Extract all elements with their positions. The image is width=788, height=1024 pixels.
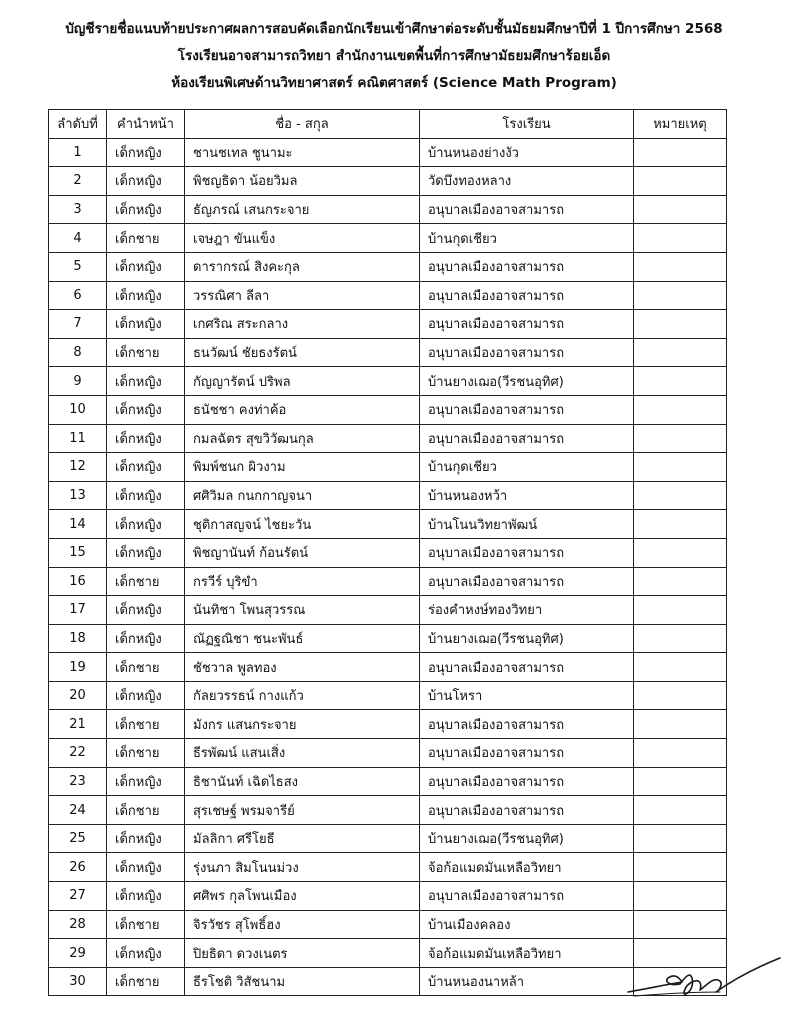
title-cell: เด็กชาย	[107, 967, 185, 996]
school-cell: อนุบาลเมืองอาจสามารถ	[420, 395, 634, 424]
note-cell	[634, 224, 727, 253]
title-cell: เด็กหญิง	[107, 395, 185, 424]
table-row	[49, 453, 727, 482]
school-cell: อนุบาลเมืองอาจสามารถ	[420, 653, 634, 682]
title-cell: เด็กหญิง	[107, 596, 185, 625]
student-name-cell: มัลลิกา ศรีโยธี	[185, 824, 420, 853]
title-cell: เด็กชาย	[107, 739, 185, 768]
note-cell	[634, 739, 727, 768]
school-cell: อนุบาลเมืองอาจสามารถ	[420, 882, 634, 911]
school-cell: บ้านกุดเชียว	[420, 224, 634, 253]
table-row	[49, 138, 727, 167]
note-cell	[634, 481, 727, 510]
student-name-cell: จิรวัชร สุโพธิ์ฮง	[185, 910, 420, 939]
title-cell: เด็กชาย	[107, 224, 185, 253]
row-number-cell: 13	[49, 481, 107, 510]
note-cell	[634, 767, 727, 796]
school-cell: อนุบาลเมืองอาจสามารถ	[420, 739, 634, 768]
title-cell: เด็กหญิง	[107, 681, 185, 710]
table-body	[49, 138, 727, 996]
title-cell: เด็กหญิง	[107, 167, 185, 196]
title-cell: เด็กหญิง	[107, 281, 185, 310]
row-number-cell: 12	[49, 453, 107, 482]
school-cell: บ้านยางเฌอ(วีรชนอุทิศ)	[420, 824, 634, 853]
student-name-cell: ธิชานันท์ เฉิดไธสง	[185, 767, 420, 796]
note-cell	[634, 167, 727, 196]
table-row	[49, 624, 727, 653]
student-name-cell: ชานชเทล ชูนามะ	[185, 138, 420, 167]
table-row	[49, 224, 727, 253]
title-cell: เด็กหญิง	[107, 824, 185, 853]
title-cell: เด็กหญิง	[107, 138, 185, 167]
header-school: โรงเรียนอาจสามารถวิทยา สำนักงานเขตพื้นที่การศึกษามัธยมศึกษาร้อยเอ็ด	[177, 48, 611, 64]
row-number-cell: 14	[49, 510, 107, 539]
student-name-cell: สุรเชษฐ์ พรมจารีย์	[185, 796, 420, 825]
student-name-cell: กรวีร์ บุริขำ	[185, 567, 420, 596]
school-cell: อนุบาลเมืองอาจสามารถ	[420, 310, 634, 339]
note-cell	[634, 138, 727, 167]
title-cell: เด็กหญิง	[107, 481, 185, 510]
note-cell	[634, 195, 727, 224]
school-cell: บ้านยางเฌอ(วีรชนอุทิศ)	[420, 624, 634, 653]
table-header-row	[49, 110, 727, 139]
student-name-cell: เกศริณ สระกลาง	[185, 310, 420, 339]
student-name-cell: พิชญธิดา น้อยวิมล	[185, 167, 420, 196]
table-row	[49, 853, 727, 882]
table-row	[49, 538, 727, 567]
table-row	[49, 167, 727, 196]
school-cell: อนุบาลเมืองอาจสามารถ	[420, 252, 634, 281]
row-number-cell: 10	[49, 395, 107, 424]
title-cell: เด็กชาย	[107, 567, 185, 596]
row-number-cell: 11	[49, 424, 107, 453]
student-name-cell: ชัชวาล พูลทอง	[185, 653, 420, 682]
note-cell	[634, 367, 727, 396]
handwritten-signature	[620, 948, 788, 1004]
school-cell: อนุบาลเมืองอาจสามารถ	[420, 338, 634, 367]
row-number-cell: 27	[49, 882, 107, 911]
school-cell: บ้านหนองนาหล้า	[420, 967, 634, 996]
school-cell: จ้อก้อแมดมันเหลือวิทยา	[420, 939, 634, 968]
row-number-cell: 23	[49, 767, 107, 796]
note-cell	[634, 853, 727, 882]
student-name-cell: พิมพ์ชนก ผิวงาม	[185, 453, 420, 482]
row-number-cell: 2	[49, 167, 107, 196]
school-cell: อนุบาลเมืองอาจสามารถ	[420, 796, 634, 825]
table-row	[49, 882, 727, 911]
student-name-cell: ดารากรณ์ สิงคะกุล	[185, 252, 420, 281]
note-cell	[634, 624, 727, 653]
student-name-cell: ธีรโชติ วิสัชนาม	[185, 967, 420, 996]
table-row	[49, 281, 727, 310]
row-number-cell: 4	[49, 224, 107, 253]
student-name-cell: ณัฏฐณิชา ชนะพันธ์	[185, 624, 420, 653]
student-name-cell: ธนวัฒน์ ชัยธงรัตน์	[185, 338, 420, 367]
table-row	[49, 796, 727, 825]
table-row	[49, 367, 727, 396]
row-number-cell: 6	[49, 281, 107, 310]
table-row	[49, 338, 727, 367]
student-name-cell: ศศิวิมล กนกกาญจนา	[185, 481, 420, 510]
table-row	[49, 824, 727, 853]
title-cell: เด็กหญิง	[107, 939, 185, 968]
student-name-cell: กมลฉัตร สุขวิวัฒนกุล	[185, 424, 420, 453]
student-name-cell: นันทิชา โพนสุวรรณ	[185, 596, 420, 625]
row-number-cell: 15	[49, 538, 107, 567]
table-row	[49, 596, 727, 625]
student-name-cell: ธีรพัฒน์ แสนเสิ่ง	[185, 739, 420, 768]
table-row	[49, 767, 727, 796]
student-name-cell: วรรณิศา ลีลา	[185, 281, 420, 310]
row-number-cell: 26	[49, 853, 107, 882]
title-cell: เด็กหญิง	[107, 882, 185, 911]
student-name-cell: พิชญานันท์ ก้อนรัตน์	[185, 538, 420, 567]
title-cell: เด็กหญิง	[107, 453, 185, 482]
school-cell: ร่องคำหงษ์ทองวิทยา	[420, 596, 634, 625]
row-number-cell: 24	[49, 796, 107, 825]
school-cell: บ้านโหรา	[420, 681, 634, 710]
table-row	[49, 710, 727, 739]
row-number-cell: 16	[49, 567, 107, 596]
note-cell	[634, 910, 727, 939]
student-name-cell: ธัญภรณ์ เสนกระจาย	[185, 195, 420, 224]
student-name-cell: ปิยธิดา ดวงเนตร	[185, 939, 420, 968]
note-cell	[634, 596, 727, 625]
school-cell: อนุบาลเมืองอาจสามารถ	[420, 538, 634, 567]
table-row	[49, 653, 727, 682]
row-number-cell: 18	[49, 624, 107, 653]
title-cell: เด็กชาย	[107, 796, 185, 825]
student-name-cell: เจษฎา ขันแข็ง	[185, 224, 420, 253]
title-cell: เด็กชาย	[107, 910, 185, 939]
table-row	[49, 910, 727, 939]
note-cell	[634, 338, 727, 367]
note-cell	[634, 453, 727, 482]
title-cell: เด็กหญิง	[107, 252, 185, 281]
row-number-cell: 8	[49, 338, 107, 367]
table-row	[49, 681, 727, 710]
row-number-cell: 28	[49, 910, 107, 939]
note-cell	[634, 681, 727, 710]
note-cell	[634, 567, 727, 596]
note-cell	[634, 310, 727, 339]
school-cell: อนุบาลเมืองอาจสามารถ	[420, 567, 634, 596]
note-cell	[634, 395, 727, 424]
table-row	[49, 195, 727, 224]
school-cell: บ้านโนนวิทยาพัฒน์	[420, 510, 634, 539]
row-number-cell: 9	[49, 367, 107, 396]
row-number-cell: 22	[49, 739, 107, 768]
column-header-name: ชื่อ - สกุล	[185, 110, 420, 139]
school-cell: บ้านหนองหว้า	[420, 481, 634, 510]
header-title: บัญชีรายชื่อแนบท้ายประกาศผลการสอบคัดเลือกนักเรียนเข้าศึกษาต่อระดับชั้นมัธยมศึกษาปีที่ 1 ปีการศึกษา 2568	[65, 21, 723, 37]
note-cell	[634, 796, 727, 825]
table-row	[49, 567, 727, 596]
column-header-note: หมายเหตุ	[634, 110, 727, 139]
title-cell: เด็กหญิง	[107, 624, 185, 653]
student-name-cell: รุ่งนภา สิมโนนม่วง	[185, 853, 420, 882]
note-cell	[634, 710, 727, 739]
row-number-cell: 25	[49, 824, 107, 853]
title-cell: เด็กหญิง	[107, 853, 185, 882]
row-number-cell: 3	[49, 195, 107, 224]
column-header-order: ลำดับที่	[49, 110, 107, 139]
note-cell	[634, 824, 727, 853]
note-cell	[634, 538, 727, 567]
school-cell: วัดบึงทองหลาง	[420, 167, 634, 196]
student-name-cell: กัลยวรรธน์ กางแก้ว	[185, 681, 420, 710]
row-number-cell: 1	[49, 138, 107, 167]
school-cell: จ้อก้อแมดมันเหลือวิทยา	[420, 853, 634, 882]
row-number-cell: 29	[49, 939, 107, 968]
title-cell: เด็กหญิง	[107, 510, 185, 539]
title-cell: เด็กหญิง	[107, 424, 185, 453]
row-number-cell: 7	[49, 310, 107, 339]
table-row	[49, 424, 727, 453]
school-cell: อนุบาลเมืองอาจสามารถ	[420, 424, 634, 453]
school-cell: บ้านเมืองคลอง	[420, 910, 634, 939]
note-cell	[634, 281, 727, 310]
note-cell	[634, 510, 727, 539]
title-cell: เด็กชาย	[107, 338, 185, 367]
school-cell: อนุบาลเมืองอาจสามารถ	[420, 710, 634, 739]
student-name-cell: กัญญารัตน์ ปริพล	[185, 367, 420, 396]
row-number-cell: 19	[49, 653, 107, 682]
row-number-cell: 17	[49, 596, 107, 625]
school-cell: อนุบาลเมืองอาจสามารถ	[420, 767, 634, 796]
school-cell: บ้านยางเฌอ(วีรชนอุทิศ)	[420, 367, 634, 396]
document-header	[0, 16, 788, 97]
title-cell: เด็กหญิง	[107, 538, 185, 567]
column-header-school: โรงเรียน	[420, 110, 634, 139]
school-cell: อนุบาลเมืองอาจสามารถ	[420, 281, 634, 310]
table-row	[49, 481, 727, 510]
table-row	[49, 395, 727, 424]
student-name-cell: มังกร แสนกระจาย	[185, 710, 420, 739]
table-row	[49, 252, 727, 281]
header-program: ห้องเรียนพิเศษด้านวิทยาศาสตร์ คณิตศาสตร์ (Science Math Program)	[171, 75, 617, 91]
table-row	[49, 310, 727, 339]
table-row	[49, 739, 727, 768]
title-cell: เด็กหญิง	[107, 195, 185, 224]
school-cell: บ้านหนองย่างงัว	[420, 138, 634, 167]
title-cell: เด็กหญิง	[107, 310, 185, 339]
row-number-cell: 21	[49, 710, 107, 739]
title-cell: เด็กหญิง	[107, 767, 185, 796]
note-cell	[634, 882, 727, 911]
note-cell	[634, 252, 727, 281]
row-number-cell: 20	[49, 681, 107, 710]
note-cell	[634, 424, 727, 453]
student-name-cell: ชุติกาสญจน์ ไชยะวัน	[185, 510, 420, 539]
school-cell: อนุบาลเมืองอาจสามารถ	[420, 195, 634, 224]
note-cell	[634, 653, 727, 682]
student-roster-table	[48, 109, 727, 996]
title-cell: เด็กชาย	[107, 710, 185, 739]
row-number-cell: 30	[49, 967, 107, 996]
table-row	[49, 510, 727, 539]
row-number-cell: 5	[49, 252, 107, 281]
student-name-cell: ศศิพร กุลโพนเมือง	[185, 882, 420, 911]
school-cell: บ้านกุดเชียว	[420, 453, 634, 482]
student-name-cell: ธนัชชา คงท่าค้อ	[185, 395, 420, 424]
column-header-title: คำนำหน้า	[107, 110, 185, 139]
title-cell: เด็กชาย	[107, 653, 185, 682]
title-cell: เด็กหญิง	[107, 367, 185, 396]
